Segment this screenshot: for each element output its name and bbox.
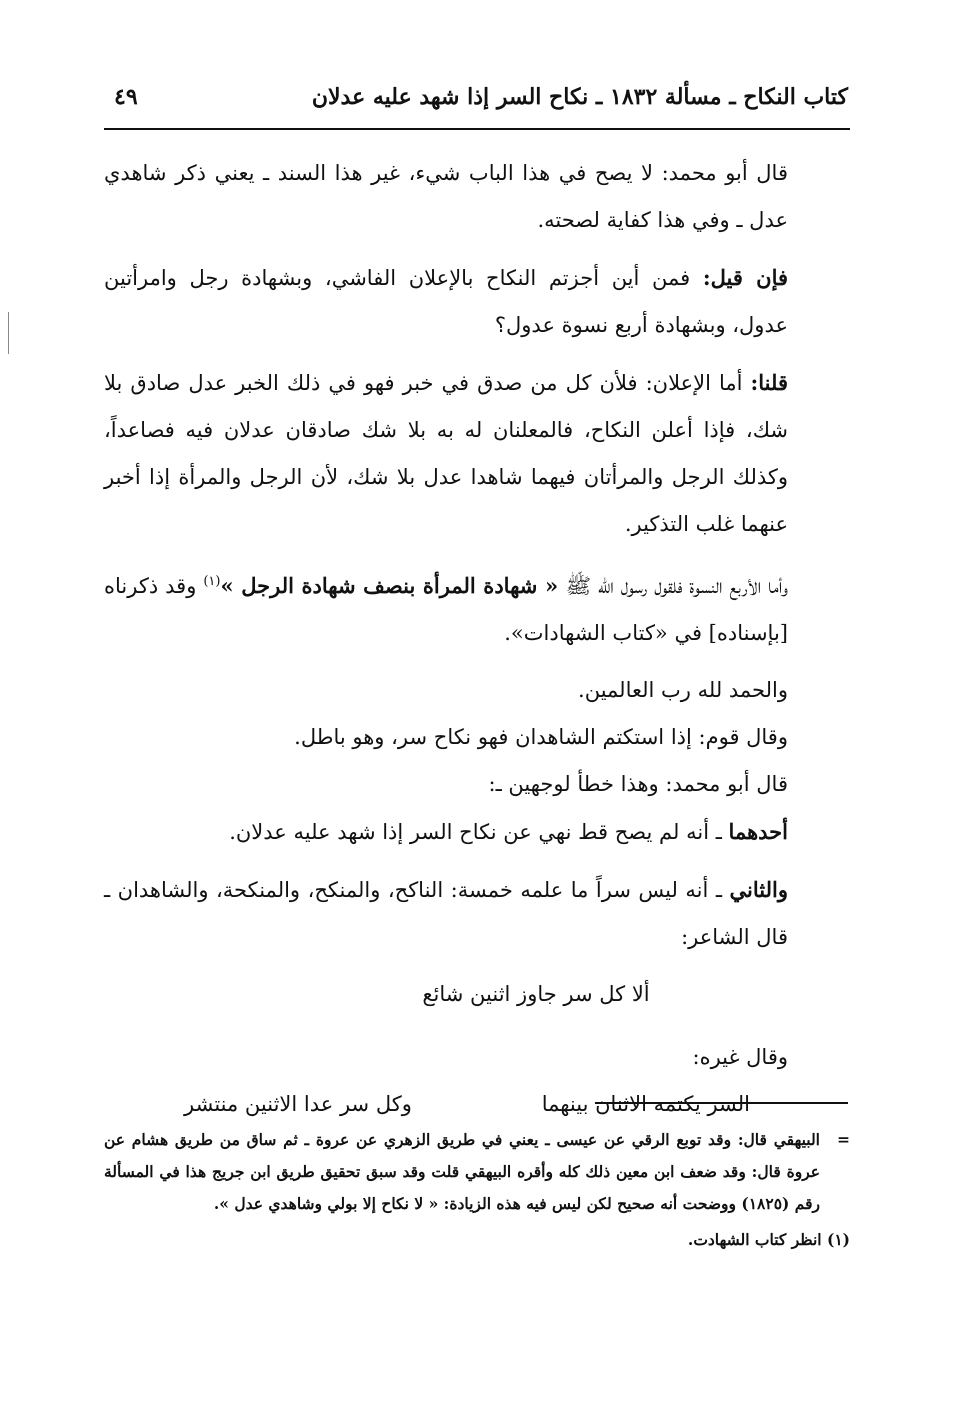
paragraph-1: قال أبو محمد: لا يصح في هذا الباب شيء، غير هذا السند ـ يعني ذكر شاهدي عدل ـ وفي هذا كفاية لصحته. xyxy=(104,161,788,232)
paragraph-2-lead: فإن قيل: xyxy=(702,265,789,290)
page-number: ٤٩ xyxy=(114,84,138,110)
footnote-continuation xyxy=(104,1124,850,1220)
paragraph-3 xyxy=(104,359,848,548)
verse-2-first-hemistich: السر يكتمه الاثنان بينهما xyxy=(541,1092,750,1116)
paragraph-8-text: ـ أنه لم يصح قط نهي عن نكاح السر إذا شهد عليه عدلان. xyxy=(229,820,729,844)
footnote-ref-1: (١) xyxy=(203,574,221,589)
running-title: كتاب النكاح ـ مسألة ١٨٣٢ ـ نكاح السر إذا شهد عليه عدلان xyxy=(311,84,848,110)
paragraph-3-lead: قلنا: xyxy=(750,370,788,395)
paragraph-9 xyxy=(104,866,848,961)
verse-2 xyxy=(104,1081,848,1128)
verse-1: ألا كل سر جاوز اثنين شائع xyxy=(422,982,650,1006)
paragraph-4 xyxy=(104,558,848,657)
verse-2-second-hemistich: وكل سر عدا الاثنين منتشر xyxy=(184,1092,412,1116)
footnote-1: (١) انظر كتاب الشهادت. xyxy=(687,1230,850,1249)
paragraph-8-lead: أحدهما xyxy=(728,819,788,844)
paragraph-9-text: ـ أنه ليس سراً ما علمه خمسة: الناكح، والمنكح، والمنكحة، والشاهدان ـ قال الشاعر: xyxy=(104,878,788,949)
paragraph-2 xyxy=(104,254,848,349)
paragraph-4-pre: وأما الأربع النسوة فلقول رسول الله ﷺ xyxy=(565,574,788,598)
paragraph-8 xyxy=(104,808,848,856)
paragraph-3-text: أما الإعلان: فلأن كل من صدق في خبر فهو في ذلك الخبر عدل صادق بلا شك، فإذا أعلن النكاح، فالمعلنان له به بلا شك صادقان عدلان فيه فصاعداً، وكذلك الرجل والمرأتان فيهما شاهدا عدل بلا شك، لأن الرجل والمرأة إذا أخبر عنهما غلب التذكير. xyxy=(104,371,788,536)
running-header xyxy=(104,84,848,120)
footnote-continuation-text: البيهقي قال: وقد توبع الرقي عن عيسى ـ يعني في طريق الزهري عن عروة ـ ثم ساق من طريق هشام عن عروة قال: وقد ضعف ابن معين ذلك كله وأقره البيهقي قلت وقد سبق تحقيق طريق ابن جريج هذا في المسألة رقم (١٨٢٥) ووضحت أنه صحيح لكن ليس فيه هذه الزيادة: « لا نكاح إلا بولي وشاهدي عدل ». xyxy=(104,1130,820,1213)
footnote-separator xyxy=(595,1102,848,1104)
continuation-mark: = xyxy=(837,1130,850,1149)
paragraph-6: وقال قوم: إذا استكتم الشاهدان فهو نكاح سر، وهو باطل. xyxy=(294,725,788,749)
paragraph-4-post: وقد ذكرناه [بإسناده] في «كتاب الشهادات». xyxy=(104,574,788,645)
paragraph-7: قال أبو محمد: وهذا خطأ لوجهين ـ: xyxy=(488,772,788,796)
paragraph-2-text: فمن أين أجزتم النكاح بالإعلان الفاشي، وبشهادة رجل وامرأتين عدول، وبشهادة أربع نسوة عدول؟ xyxy=(104,266,788,337)
footnotes xyxy=(104,1124,850,1256)
margin-mark xyxy=(8,312,9,354)
paragraph-5: والحمد لله رب العالمين. xyxy=(578,678,788,702)
paragraph-10: وقال غيره: xyxy=(692,1045,788,1069)
header-rule xyxy=(104,128,850,130)
hadith-quote: « شهادة المرأة بنصف شهادة الرجل » xyxy=(220,573,566,598)
paragraph-9-lead: والثاني xyxy=(729,877,788,902)
main-text xyxy=(104,150,848,1128)
